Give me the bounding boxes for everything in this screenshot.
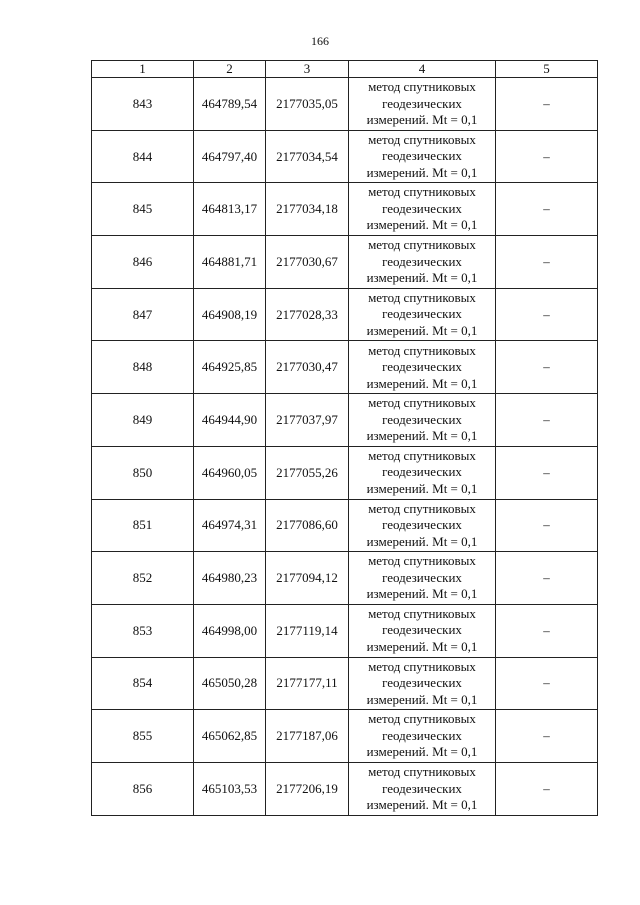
method-line-3: измерений. Mt = 0,1 bbox=[366, 691, 478, 707]
table-row bbox=[92, 341, 598, 394]
y-coordinate-cell: 2177034,18 bbox=[266, 183, 349, 236]
column-5-cell: – bbox=[496, 499, 598, 552]
point-number-cell: 851 bbox=[92, 499, 194, 552]
method-line-3: измерений. Mt = 0,1 bbox=[366, 322, 478, 338]
point-number-cell: 846 bbox=[92, 236, 194, 289]
x-coordinate-cell: 464797,40 bbox=[194, 130, 266, 183]
y-coordinate-cell: 2177187,06 bbox=[266, 710, 349, 763]
table-row bbox=[92, 499, 598, 552]
table-row bbox=[92, 446, 598, 499]
table-row bbox=[92, 78, 598, 131]
method-line-1: метод спутниковых bbox=[368, 500, 476, 516]
method-cell bbox=[349, 604, 496, 657]
method-cell bbox=[349, 130, 496, 183]
method-line-1: метод спутниковых bbox=[368, 658, 476, 674]
column-5-cell: – bbox=[496, 552, 598, 605]
x-coordinate-cell: 464908,19 bbox=[194, 288, 266, 341]
y-coordinate-cell: 2177119,14 bbox=[266, 604, 349, 657]
x-coordinate-cell: 464925,85 bbox=[194, 341, 266, 394]
x-coordinate-cell: 464960,05 bbox=[194, 446, 266, 499]
column-5-cell: – bbox=[496, 341, 598, 394]
x-coordinate-cell: 465050,28 bbox=[194, 657, 266, 710]
method-line-1: метод спутниковых bbox=[368, 237, 476, 253]
table-row bbox=[92, 288, 598, 341]
method-cell bbox=[349, 710, 496, 763]
method-line-1: метод спутниковых bbox=[368, 184, 476, 200]
column-5-cell: – bbox=[496, 762, 598, 815]
method-line-3: измерений. Mt = 0,1 bbox=[366, 744, 478, 760]
method-cell bbox=[349, 183, 496, 236]
method-line-1: метод спутниковых bbox=[368, 711, 476, 727]
method-line-2: геодезических bbox=[382, 253, 462, 269]
table-row bbox=[92, 394, 598, 447]
method-line-3: измерений. Mt = 0,1 bbox=[366, 428, 478, 444]
method-cell bbox=[349, 446, 496, 499]
x-coordinate-cell: 464813,17 bbox=[194, 183, 266, 236]
table-row bbox=[92, 183, 598, 236]
point-number-cell: 844 bbox=[92, 130, 194, 183]
method-cell bbox=[349, 499, 496, 552]
point-number-cell: 847 bbox=[92, 288, 194, 341]
method-cell bbox=[349, 657, 496, 710]
method-cell bbox=[349, 288, 496, 341]
y-coordinate-cell: 2177177,11 bbox=[266, 657, 349, 710]
column-5-cell: – bbox=[496, 78, 598, 131]
y-coordinate-cell: 2177028,33 bbox=[266, 288, 349, 341]
method-line-2: геодезических bbox=[382, 780, 462, 796]
column-header-1: 1 bbox=[92, 61, 194, 78]
method-line-1: метод спутниковых bbox=[368, 553, 476, 569]
column-5-cell: – bbox=[496, 446, 598, 499]
method-cell bbox=[349, 341, 496, 394]
table-header-row bbox=[92, 61, 598, 78]
y-coordinate-cell: 2177034,54 bbox=[266, 130, 349, 183]
point-number-cell: 855 bbox=[92, 710, 194, 763]
y-coordinate-cell: 2177030,67 bbox=[266, 236, 349, 289]
method-line-1: метод спутниковых bbox=[368, 79, 476, 95]
method-line-3: измерений. Mt = 0,1 bbox=[366, 586, 478, 602]
x-coordinate-cell: 465103,53 bbox=[194, 762, 266, 815]
column-5-cell: – bbox=[496, 236, 598, 289]
point-number-cell: 848 bbox=[92, 341, 194, 394]
x-coordinate-cell: 464881,71 bbox=[194, 236, 266, 289]
method-line-2: геодезических bbox=[382, 95, 462, 111]
x-coordinate-cell: 464980,23 bbox=[194, 552, 266, 605]
table-row bbox=[92, 710, 598, 763]
y-coordinate-cell: 2177035,05 bbox=[266, 78, 349, 131]
method-line-3: измерений. Mt = 0,1 bbox=[366, 270, 478, 286]
column-5-cell: – bbox=[496, 288, 598, 341]
method-cell bbox=[349, 78, 496, 131]
method-line-3: измерений. Mt = 0,1 bbox=[366, 797, 478, 813]
x-coordinate-cell: 464974,31 bbox=[194, 499, 266, 552]
page-number: 166 bbox=[311, 34, 329, 48]
table-body bbox=[92, 78, 598, 816]
method-line-2: геодезических bbox=[382, 411, 462, 427]
point-number-cell: 849 bbox=[92, 394, 194, 447]
method-line-3: измерений. Mt = 0,1 bbox=[366, 480, 478, 496]
method-line-2: геодезических bbox=[382, 200, 462, 216]
method-line-3: измерений. Mt = 0,1 bbox=[366, 375, 478, 391]
x-coordinate-cell: 465062,85 bbox=[194, 710, 266, 763]
method-line-1: метод спутниковых bbox=[368, 131, 476, 147]
x-coordinate-cell: 464998,00 bbox=[194, 604, 266, 657]
method-cell bbox=[349, 394, 496, 447]
table-row bbox=[92, 236, 598, 289]
column-header-5: 5 bbox=[496, 61, 598, 78]
point-number-cell: 856 bbox=[92, 762, 194, 815]
table-row bbox=[92, 657, 598, 710]
column-5-cell: – bbox=[496, 710, 598, 763]
table-row bbox=[92, 130, 598, 183]
method-cell bbox=[349, 552, 496, 605]
point-number-cell: 852 bbox=[92, 552, 194, 605]
y-coordinate-cell: 2177206,19 bbox=[266, 762, 349, 815]
method-cell bbox=[349, 762, 496, 815]
column-5-cell: – bbox=[496, 130, 598, 183]
method-line-2: геодезических bbox=[382, 622, 462, 638]
table-row bbox=[92, 604, 598, 657]
method-line-1: метод спутниковых bbox=[368, 289, 476, 305]
method-line-3: измерений. Mt = 0,1 bbox=[366, 112, 478, 128]
y-coordinate-cell: 2177055,26 bbox=[266, 446, 349, 499]
x-coordinate-cell: 464944,90 bbox=[194, 394, 266, 447]
column-5-cell: – bbox=[496, 394, 598, 447]
method-line-1: метод спутниковых bbox=[368, 342, 476, 358]
column-5-cell: – bbox=[496, 604, 598, 657]
method-line-1: метод спутниковых bbox=[368, 764, 476, 780]
point-number-cell: 854 bbox=[92, 657, 194, 710]
column-5-cell: – bbox=[496, 183, 598, 236]
column-header-4: 4 bbox=[349, 61, 496, 78]
point-number-cell: 850 bbox=[92, 446, 194, 499]
method-line-2: геодезических bbox=[382, 148, 462, 164]
y-coordinate-cell: 2177086,60 bbox=[266, 499, 349, 552]
point-number-cell: 843 bbox=[92, 78, 194, 131]
table-row bbox=[92, 762, 598, 815]
column-header-2: 2 bbox=[194, 61, 266, 78]
y-coordinate-cell: 2177030,47 bbox=[266, 341, 349, 394]
method-line-2: геодезических bbox=[382, 359, 462, 375]
method-cell bbox=[349, 236, 496, 289]
method-line-2: геодезических bbox=[382, 517, 462, 533]
method-line-2: геодезических bbox=[382, 464, 462, 480]
method-line-3: измерений. Mt = 0,1 bbox=[366, 164, 478, 180]
method-line-1: метод спутниковых bbox=[368, 395, 476, 411]
method-line-1: метод спутниковых bbox=[368, 605, 476, 621]
method-line-2: геодезических bbox=[382, 306, 462, 322]
x-coordinate-cell: 464789,54 bbox=[194, 78, 266, 131]
table-row bbox=[92, 552, 598, 605]
column-header-3: 3 bbox=[266, 61, 349, 78]
y-coordinate-cell: 2177037,97 bbox=[266, 394, 349, 447]
method-line-3: измерений. Mt = 0,1 bbox=[366, 533, 478, 549]
column-5-cell: – bbox=[496, 657, 598, 710]
method-line-1: метод спутниковых bbox=[368, 447, 476, 463]
method-line-3: измерений. Mt = 0,1 bbox=[366, 638, 478, 654]
method-line-2: геодезических bbox=[382, 675, 462, 691]
method-line-3: измерений. Mt = 0,1 bbox=[366, 217, 478, 233]
point-number-cell: 845 bbox=[92, 183, 194, 236]
point-number-cell: 853 bbox=[92, 604, 194, 657]
y-coordinate-cell: 2177094,12 bbox=[266, 552, 349, 605]
method-line-2: геодезических bbox=[382, 569, 462, 585]
method-line-2: геодезических bbox=[382, 727, 462, 743]
coordinates-table bbox=[91, 60, 598, 816]
